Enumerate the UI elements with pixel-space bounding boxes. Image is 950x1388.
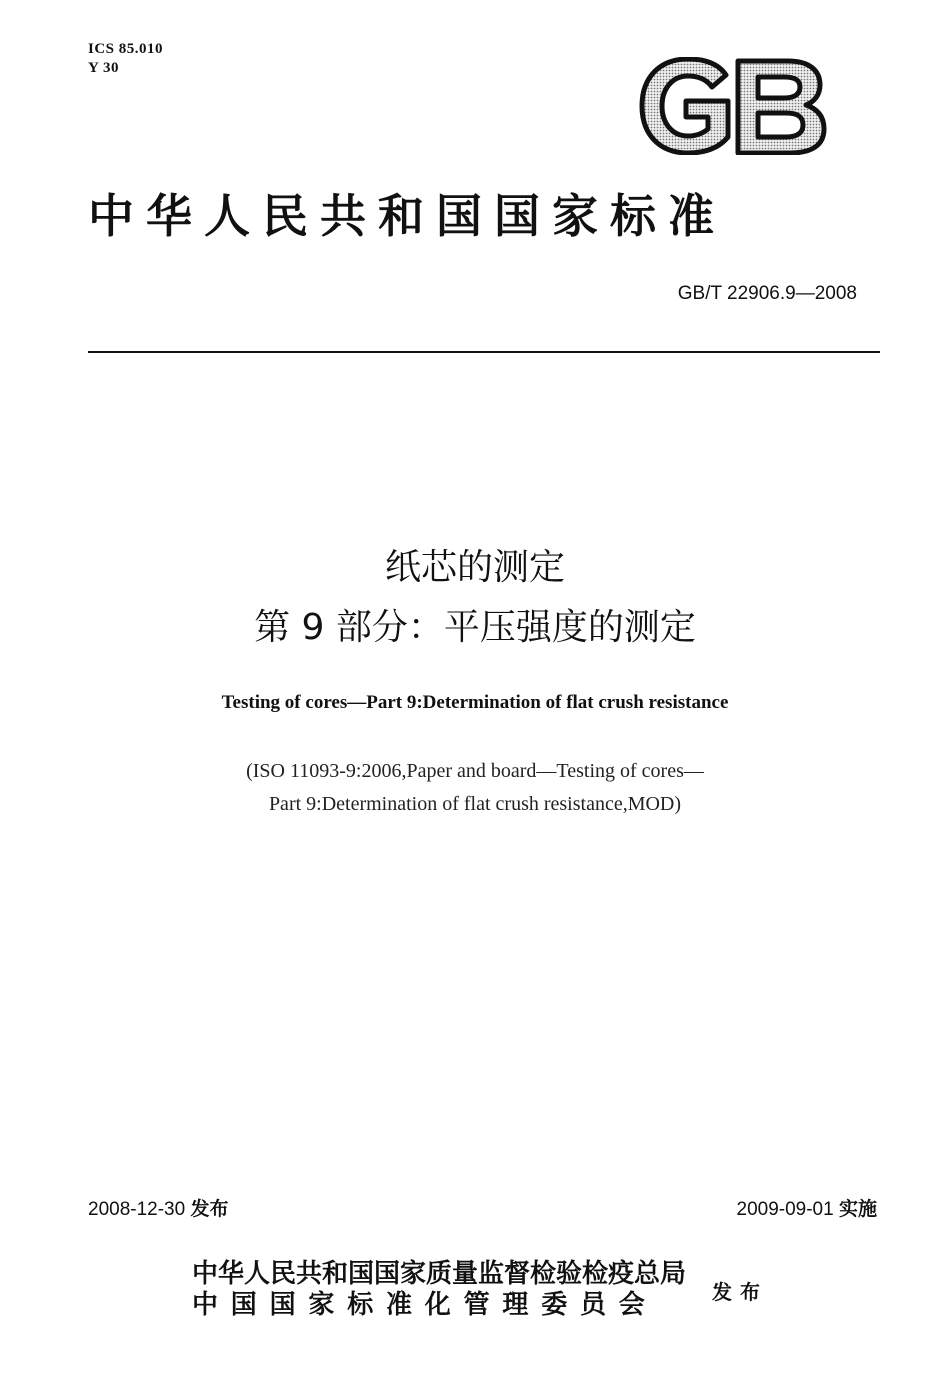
ccs-code: Y 30 xyxy=(88,60,120,76)
ics-code: ICS 85.010 xyxy=(88,41,164,57)
header-divider xyxy=(88,351,880,353)
implement-label: 实施 xyxy=(838,1198,877,1220)
issue-date-block xyxy=(88,1194,229,1221)
publish-label: 发布 xyxy=(712,1280,768,1304)
title-zh-main: 纸芯的测定 xyxy=(384,547,565,588)
issue-date: 2008-12-30 xyxy=(88,1199,186,1220)
implement-date-block xyxy=(737,1194,878,1221)
gb-logo xyxy=(638,57,828,155)
title-en: Testing of cores—Part 9:Determination of flat crush resistance xyxy=(221,692,729,713)
implement-date: 2009-09-01 xyxy=(736,1199,834,1220)
national-standard-title: 中华人民共和国国家标准 xyxy=(88,189,726,243)
issuer-sac: 中国国家标准化管理委员会 xyxy=(192,1290,658,1320)
standard-number: GB/T 22906.9—2008 xyxy=(677,283,857,304)
issue-label: 发布 xyxy=(190,1198,229,1220)
iso-reference-line2: Part 9:Determination of flat crush resistance,MOD) xyxy=(268,793,682,815)
issuer-aqsiq: 中华人民共和国国家质量监督检验检疫总局 xyxy=(192,1259,687,1289)
classification-codes xyxy=(88,40,163,78)
iso-reference-line1: (ISO 11093-9:2006,Paper and board—Testing of cores— xyxy=(246,760,704,782)
title-zh-part: 第 9 部分：平压强度的测定 xyxy=(254,607,696,648)
